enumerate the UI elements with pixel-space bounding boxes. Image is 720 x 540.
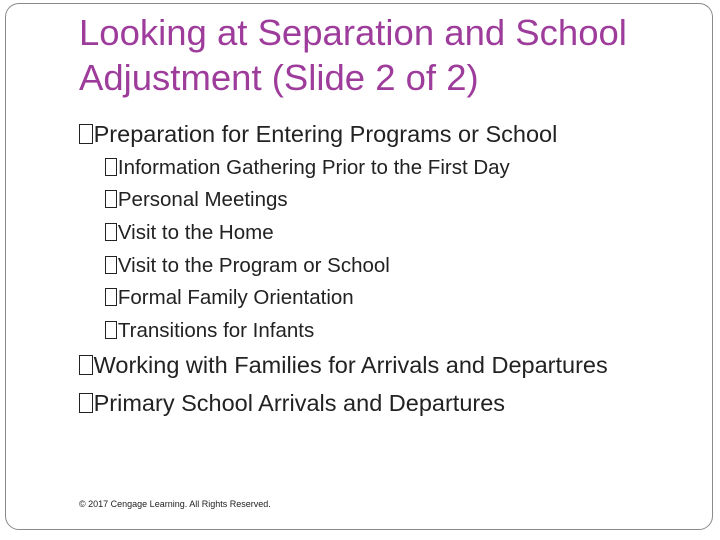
sub-bullet-item [105, 286, 354, 310]
bullet-text: Visit to the Program or School [117, 254, 390, 277]
bullet-text: Preparation for Entering Programs or School [93, 121, 558, 147]
slide-title-line-1: Looking at Separation and School [79, 12, 627, 53]
sub-bullet-item [105, 188, 288, 212]
bullet-text: Personal Meetings [117, 188, 288, 211]
bullet-box-icon [105, 256, 117, 274]
bullet-box-icon [105, 190, 117, 208]
bullet-text: Transitions for Infants [117, 319, 315, 342]
bullet-text: Primary School Arrivals and Departures [93, 390, 506, 416]
bullet-item [79, 121, 557, 148]
bullet-item [79, 352, 608, 379]
sub-bullet-item [105, 319, 314, 343]
bullet-box-icon [79, 355, 93, 376]
bullet-box-icon [79, 124, 93, 145]
bullet-item [79, 390, 505, 417]
bullet-text: Information Gathering Prior to the First Day [117, 156, 510, 179]
bullet-text: Formal Family Orientation [117, 286, 354, 309]
sub-bullet-item [105, 254, 390, 278]
bullet-text: Visit to the Home [117, 221, 274, 244]
sub-bullet-item [105, 156, 510, 180]
bullet-box-icon [105, 288, 117, 306]
copyright-footer: © 2017 Cengage Learning. All Rights Reserved. [79, 499, 271, 509]
bullet-box-icon [105, 158, 117, 176]
bullet-box-icon [79, 393, 93, 414]
sub-bullet-item [105, 221, 274, 245]
bullet-box-icon [105, 223, 117, 241]
bullet-text: Working with Families for Arrivals and Departures [93, 352, 608, 378]
slide-title-line-2: Adjustment (Slide 2 of 2) [79, 57, 479, 98]
bullet-box-icon [105, 321, 117, 339]
